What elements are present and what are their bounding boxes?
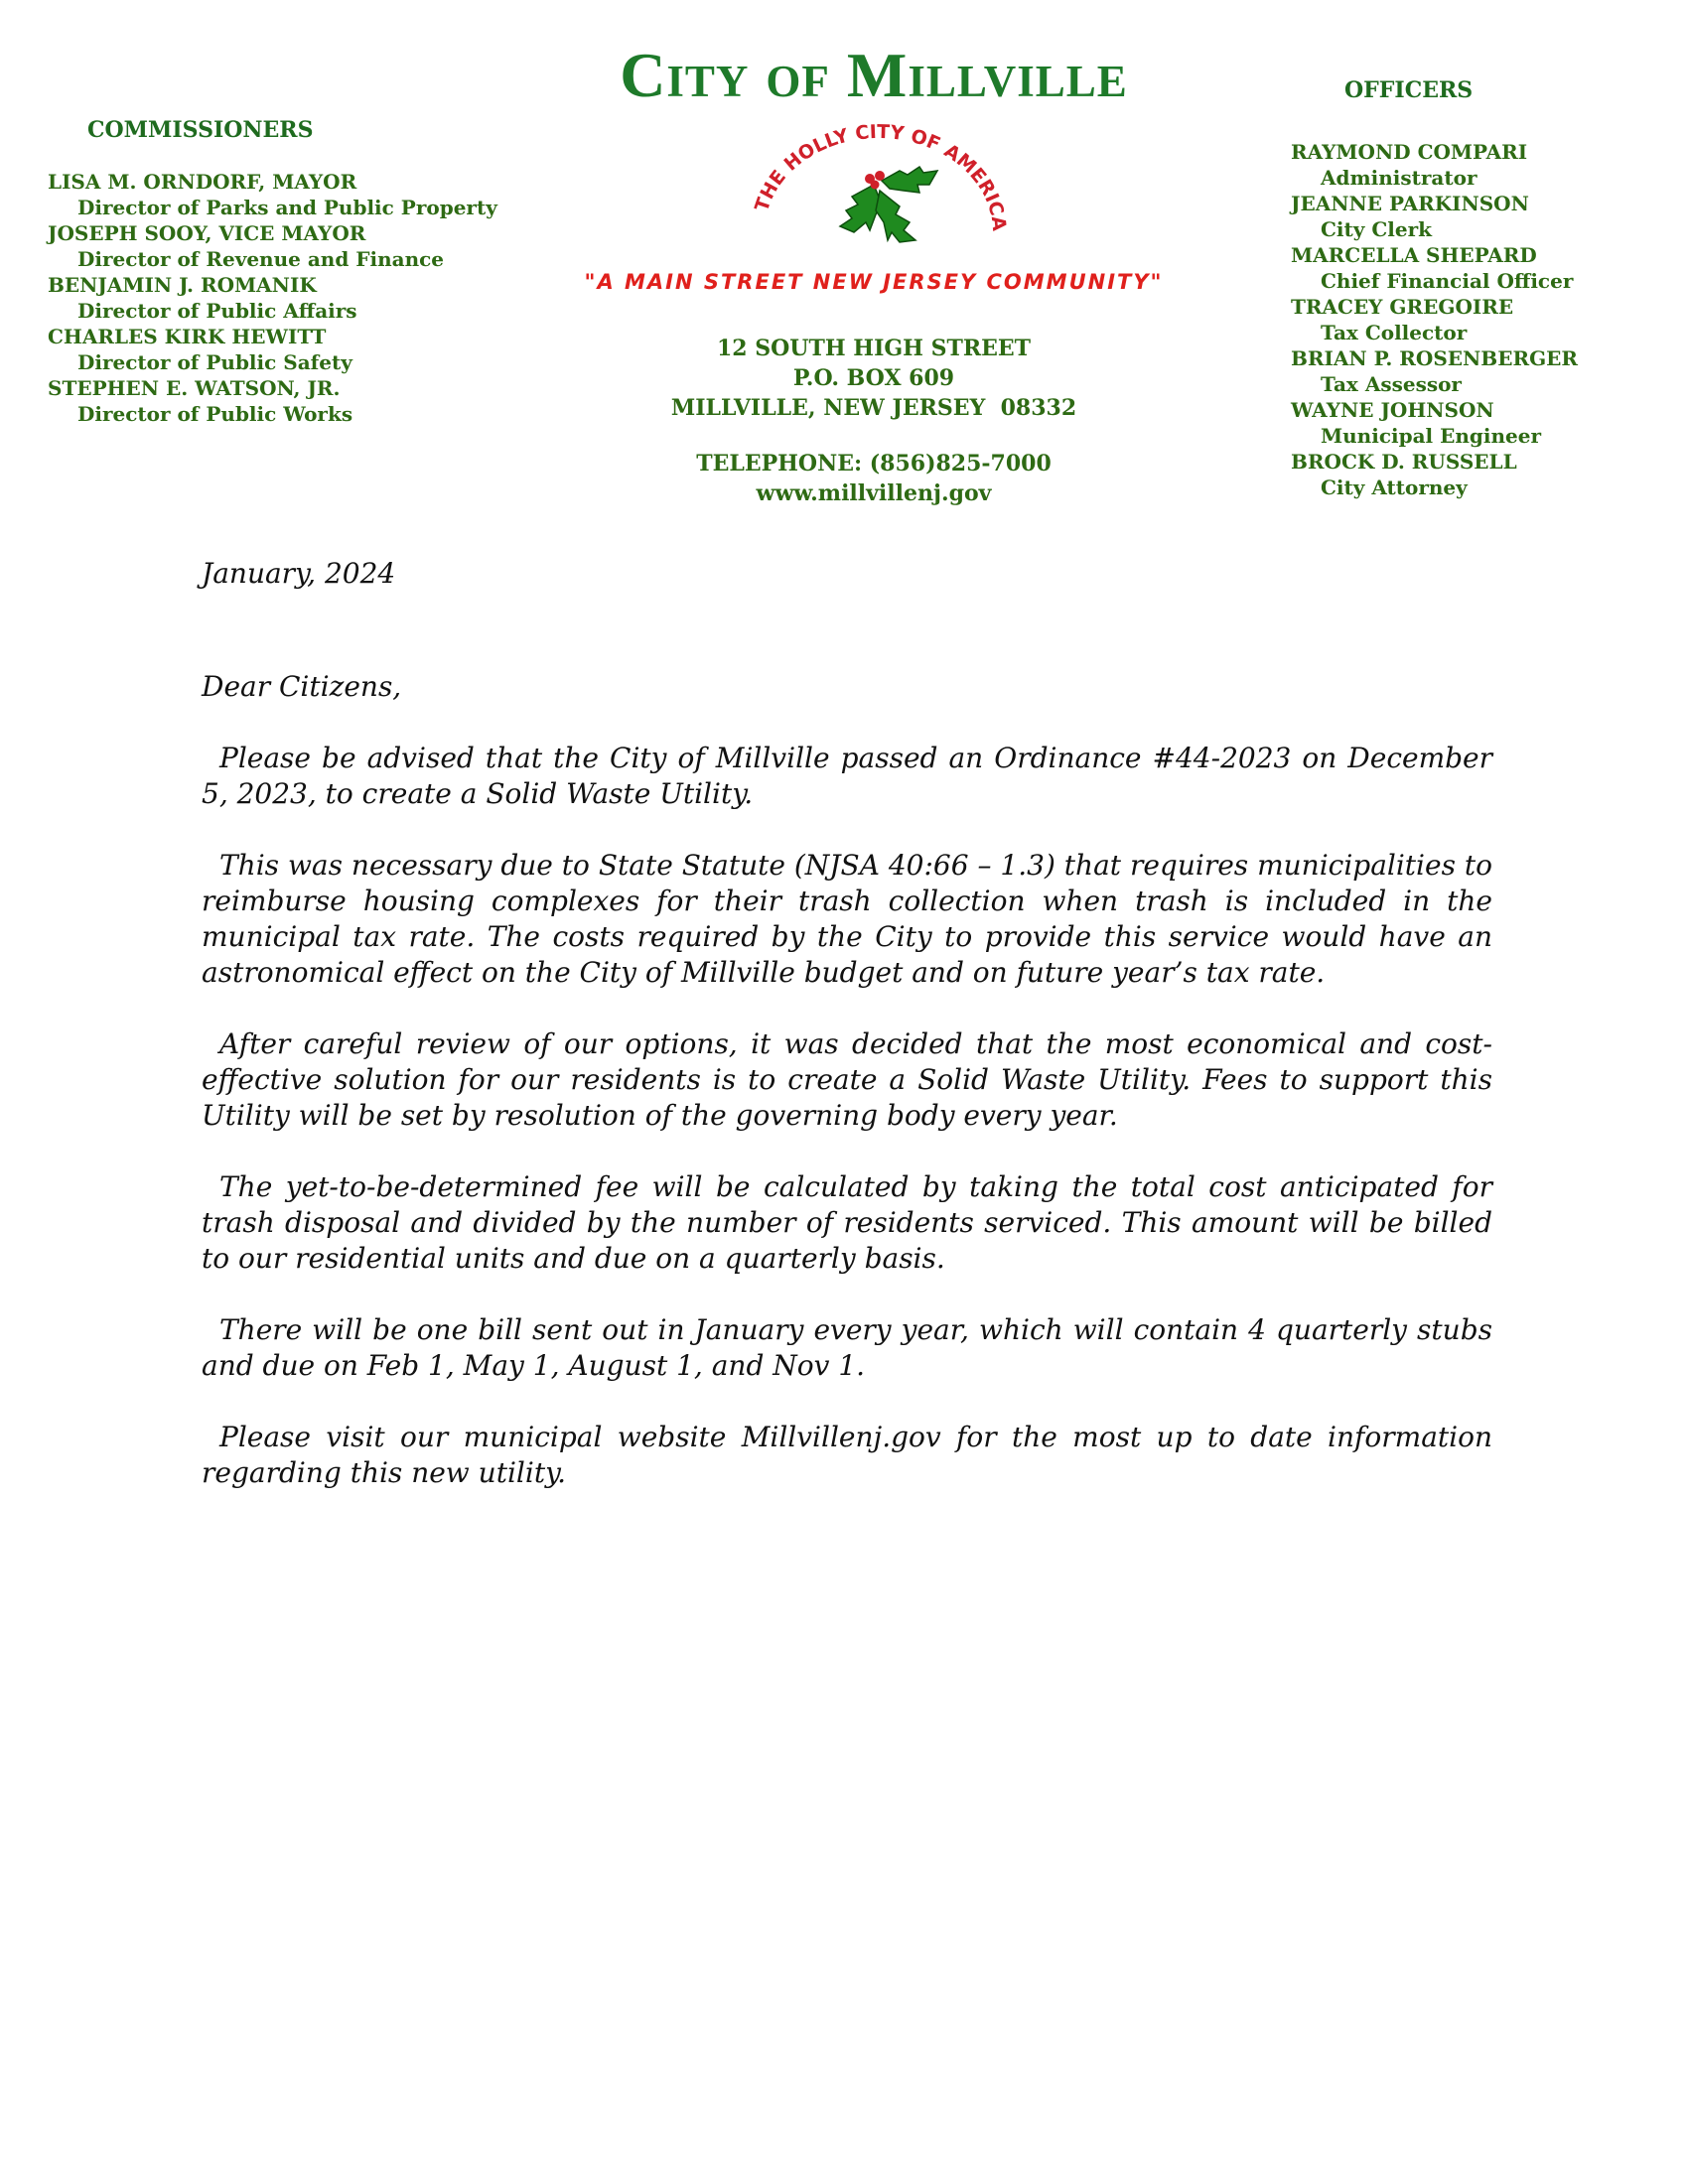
letter-paragraph: The yet-to-be-determined fee will be calculated by taking the total cost anticipated for trash disposal and divided by the number of residents serviced. This amount will be billed to our residential units and due on a quarterly basis. [202, 1170, 1492, 1275]
officer-title: Administrator [1321, 166, 1477, 190]
officer-title: Chief Financial Officer [1321, 269, 1574, 293]
commissioner-title: Director of Public Safety [77, 350, 352, 374]
address-street: 12 SOUTH HIGH STREET [716, 336, 1032, 361]
salutation: Dear Citizens, [202, 670, 402, 703]
officer-title: City Clerk [1321, 217, 1432, 241]
officer-entry [1291, 191, 1668, 242]
officer-name: JEANNE PARKINSON [1291, 192, 1529, 215]
letter-paragraph: This was necessary due to State Statute (NJSA 40:66 – 1.3) that requires municipalities to reimburse housing complexes for their trash collection when trash is included in the municipal tax rate. The costs required by the City to provide this service would have an astronomical effect on the City of Millville budget and on future year’s tax rate. [202, 849, 1492, 989]
telephone: TELEPHONE: (856)825-7000 [696, 451, 1052, 477]
officer-name: MARCELLA SHEPARD [1291, 243, 1537, 267]
commissioner-title: Director of Parks and Public Property [77, 196, 497, 219]
commissioner-name: LISA M. ORNDORF, MAYOR [48, 170, 357, 194]
officer-entry [1291, 242, 1668, 294]
address-city-state-zip: MILLVILLE, NEW JERSEY 08332 [670, 395, 1077, 421]
address-po-box: P.O. BOX 609 [792, 365, 955, 391]
officer-name: RAYMOND COMPARI [1291, 140, 1528, 164]
officer-title: Tax Assessor [1321, 372, 1462, 396]
officer-title: Municipal Engineer [1321, 424, 1541, 448]
officer-title: City Attorney [1321, 476, 1468, 499]
commissioners-column [48, 117, 564, 427]
commissioner-entry [48, 375, 564, 427]
slogan: "A MAIN STREET NEW JERSEY COMMUNITY" [584, 270, 1164, 294]
letter-paragraph: Please visit our municipal website Millvillenj.gov for the most up to date information regarding this new utility. [202, 1421, 1492, 1489]
city-title: City of Millville [620, 40, 1128, 110]
officers-heading: OFFICERS [1344, 77, 1474, 103]
commissioner-title: Director of Public Affairs [77, 299, 357, 323]
letter-paragraph: After careful review of our options, it was decided that the most economical and cost-effective solution for our residents is to create a Solid Waste Utility. Fees to support this Utility will be set by resolution of the governing body every year. [202, 1027, 1492, 1132]
letter-paragraph: Please be advised that the City of Millville passed an Ordinance #44-2023 on December 5, 2023, to create a Solid Waste Utility. [202, 742, 1492, 810]
officer-entry [1291, 345, 1668, 397]
officer-entry [1291, 397, 1668, 449]
officer-entry [1291, 139, 1668, 191]
commissioner-title: Director of Public Works [77, 402, 353, 426]
commissioner-name: CHARLES KIRK HEWITT [48, 325, 327, 348]
letter-date: January, 2024 [202, 557, 396, 590]
officer-name: BROCK D. RUSSELL [1291, 450, 1517, 474]
officer-name: TRACEY GREGOIRE [1291, 295, 1514, 319]
website-link[interactable]: www.millvillenj.gov [756, 480, 992, 506]
logo-arc-textpath: THE HOLLY CITY OF AMERICA [751, 120, 1011, 232]
commissioner-title: Director of Revenue and Finance [77, 247, 445, 271]
holly-leaves-icon [840, 167, 937, 242]
holly-berries-icon [865, 171, 885, 190]
officer-name: WAYNE JOHNSON [1291, 398, 1494, 422]
address-block [536, 334, 1211, 423]
commissioner-name: JOSEPH SOOY, VICE MAYOR [48, 221, 366, 245]
commissioner-entry [48, 169, 564, 220]
commissioner-name: STEPHEN E. WATSON, JR. [48, 376, 341, 400]
commissioner-entry [48, 220, 564, 272]
letter-paragraph: There will be one bill sent out in January every year, which will contain 4 quarterly stubs and due on Feb 1, May 1, August 1, and Nov 1. [202, 1313, 1492, 1382]
officer-title: Tax Collector [1321, 321, 1468, 344]
contact-block [536, 449, 1211, 508]
officers-column [1291, 77, 1668, 500]
commissioners-heading: COMMISSIONERS [87, 117, 314, 143]
letter-body [202, 556, 1492, 1527]
commissioner-entry [48, 272, 564, 324]
officer-entry [1291, 449, 1668, 500]
commissioner-name: BENJAMIN J. ROMANIK [48, 273, 317, 297]
officer-name: BRIAN P. ROSENBERGER [1291, 346, 1579, 370]
officer-entry [1291, 294, 1668, 345]
holly-logo [725, 115, 1023, 264]
commissioner-entry [48, 324, 564, 375]
letterhead-center [536, 40, 1211, 508]
